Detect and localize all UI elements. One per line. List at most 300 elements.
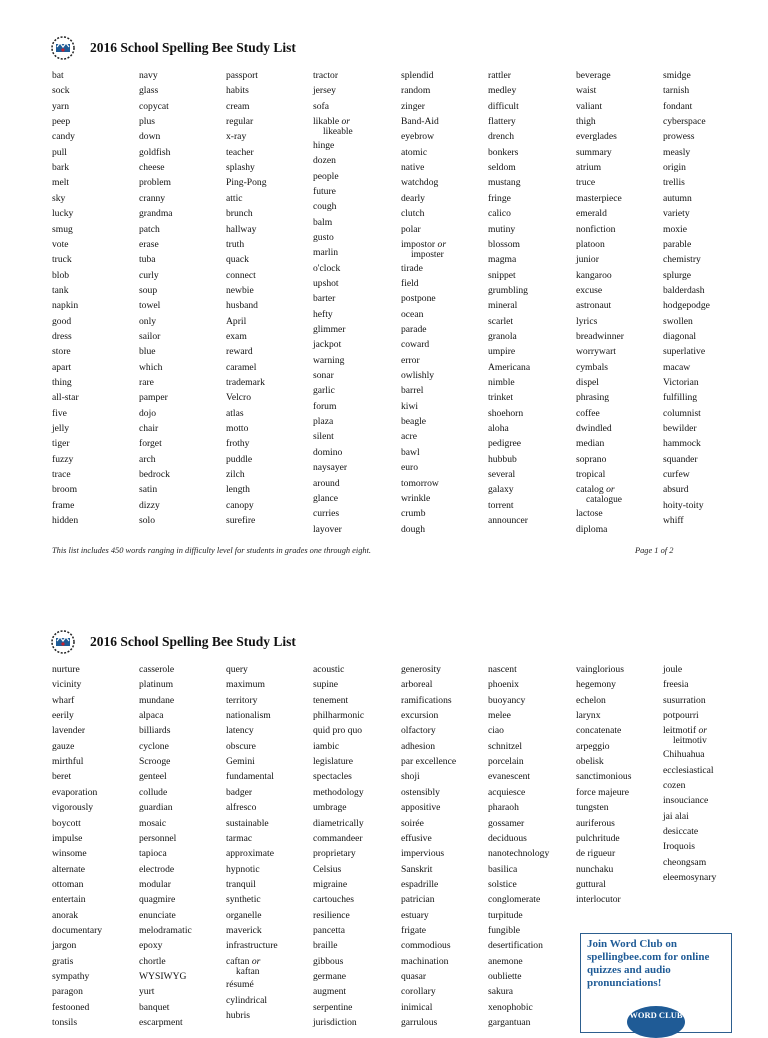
list-word: beverage [576, 70, 611, 81]
list-word: curly [139, 269, 159, 281]
list-word: tomorrow [401, 477, 439, 489]
list-word: teacher [226, 146, 254, 158]
list-word: proprietary [313, 848, 356, 860]
list-word: cyclone [139, 740, 169, 752]
list-word: solstice [488, 878, 517, 890]
list-word: euro [401, 462, 419, 474]
list-word: smidge [663, 70, 691, 81]
list-word: cheese [139, 162, 165, 174]
list-word: cylindrical [226, 994, 268, 1006]
list-word: autumn [663, 192, 692, 204]
list-word: lavender [52, 725, 86, 737]
list-word: mustang [488, 177, 521, 189]
list-word: potpourri [663, 710, 699, 722]
list-word: cyberspace [663, 116, 706, 128]
list-word: Ping-Pong [226, 177, 267, 189]
list-word: astronaut [576, 300, 612, 312]
list-word: variety [663, 208, 690, 220]
list-word: buoyancy [488, 694, 526, 706]
list-word: polar [401, 223, 421, 235]
list-word: territory [226, 694, 258, 706]
list-word: hubbub [488, 453, 517, 465]
list-word: truth [226, 238, 245, 250]
list-word: diametrically [313, 817, 364, 829]
list-word: anorak [52, 909, 79, 921]
list-word: pancetta [313, 924, 345, 936]
list-word: future [313, 185, 336, 197]
list-word: dispel [576, 377, 599, 388]
list-word: machination [401, 955, 449, 967]
word-alternate: kaftan [236, 966, 260, 977]
list-word: glass [139, 85, 159, 97]
list-word: interlocutor [576, 894, 621, 906]
list-word: blue [139, 346, 156, 358]
list-word: vicinity [52, 679, 82, 691]
list-word: diagonal [663, 330, 697, 342]
list-word: cozen [663, 779, 686, 791]
list-word: soprano [576, 453, 607, 465]
list-word: towel [139, 300, 161, 312]
list-word: turpitude [488, 909, 523, 921]
list-word: caramel [226, 361, 257, 373]
list-word: alpaca [139, 710, 164, 722]
list-word: medley [488, 85, 517, 97]
list-word: guardian [139, 802, 173, 814]
list-word: native [401, 162, 425, 174]
list-word: nunchaku [576, 863, 614, 875]
list-word: nonfiction [576, 223, 616, 235]
list-word: mirthful [52, 756, 84, 768]
list-word: field [401, 277, 419, 289]
list-word: trace [52, 469, 71, 481]
list-word: junior [576, 254, 599, 266]
list-word: ottoman [52, 878, 84, 890]
list-word: tuba [139, 254, 156, 266]
list-word: dough [401, 523, 425, 535]
list-word: April [226, 315, 247, 327]
list-word: tonsils [52, 1017, 78, 1029]
list-word: Sanskrit [401, 863, 433, 875]
list-word: mutiny [488, 223, 516, 235]
list-word: nascent [488, 664, 517, 675]
list-word: newbie [226, 284, 254, 296]
list-word: good [52, 315, 72, 327]
list-word: bark [52, 162, 70, 174]
list-word: jackpot [313, 339, 342, 351]
list-word: hallway [226, 223, 257, 235]
list-word: husband [226, 300, 258, 312]
list-word: appositive [401, 802, 441, 814]
list-word: bewilder [663, 423, 697, 435]
list-word: ciao [488, 725, 504, 737]
list-word: sanctimonious [576, 771, 632, 783]
list-word: sympathy [52, 971, 90, 982]
list-word: o'clock [313, 262, 341, 274]
list-word: warning [313, 354, 345, 366]
list-word: pharaoh [488, 802, 519, 814]
list-word: alternate [52, 863, 86, 875]
list-word: calico [488, 208, 511, 220]
bee-logo-icon [50, 35, 76, 61]
list-word: infrastructure [226, 940, 278, 952]
list-word: chortle [139, 955, 166, 967]
list-word: announcer [488, 515, 528, 527]
list-word: canopy [226, 499, 254, 511]
list-word: latency [226, 725, 254, 737]
list-word: cymbals [576, 361, 608, 373]
list-word: melodramatic [139, 924, 192, 936]
list-word: ocean [401, 308, 424, 320]
word-primary: impostor [401, 238, 436, 250]
list-word: brunch [226, 208, 253, 220]
list-word: median [576, 438, 605, 450]
list-word: umpire [488, 346, 516, 358]
list-word: domino [313, 446, 343, 458]
list-word: splashy [226, 162, 255, 174]
list-word: cream [226, 100, 250, 112]
list-word: balm [313, 216, 333, 228]
word-or: or [339, 116, 351, 128]
list-word: chemistry [663, 254, 701, 266]
list-word: concatenate [576, 725, 622, 737]
list-word: wrinkle [401, 492, 431, 504]
list-word: resilience [313, 909, 350, 921]
list-word: cranny [139, 192, 166, 204]
list-word: maverick [226, 924, 262, 936]
list-word: peep [52, 116, 71, 128]
list-word: owlishly [401, 370, 435, 382]
list-word: quid pro quo [313, 725, 363, 737]
word-primary: likable [313, 116, 340, 128]
list-word: thing [52, 377, 72, 388]
list-word: flattery [488, 116, 516, 128]
list-word: tapioca [139, 848, 167, 860]
list-word: error [401, 354, 420, 366]
list-word: tungsten [576, 802, 609, 814]
list-word: eerily [52, 710, 74, 722]
list-word: phoenix [488, 679, 519, 691]
list-word: snippet [488, 269, 516, 281]
list-word [313, 116, 353, 138]
list-word: absurd [663, 484, 689, 496]
list-word: umbrage [313, 802, 347, 814]
list-word: superlative [663, 346, 706, 358]
list-word: jurisdiction [313, 1017, 357, 1029]
list-word: Gemini [226, 756, 255, 768]
bee-logo-icon [50, 629, 76, 655]
list-word: cough [313, 201, 337, 213]
list-word: garrulous [401, 1017, 438, 1029]
list-word: boycott [52, 817, 81, 829]
list-word: hegemony [576, 679, 616, 691]
list-word: measly [663, 146, 691, 158]
list-word: query [226, 664, 248, 675]
list-word: Celsius [313, 863, 342, 875]
list-word: basilica [488, 863, 518, 875]
list-word: hammock [663, 438, 701, 450]
list-word: gargantuan [488, 1017, 531, 1029]
list-word: nationalism [226, 710, 271, 722]
list-word: frigate [401, 924, 427, 936]
list-word: galaxy [488, 484, 514, 496]
list-word: pedigree [488, 438, 522, 450]
list-word: tenement [313, 694, 349, 706]
list-word: evaporation [52, 786, 98, 798]
list-word: arpeggio [576, 740, 610, 752]
list-word: paragon [52, 986, 83, 998]
list-word: platinum [139, 679, 174, 691]
list-word: solo [139, 515, 155, 527]
list-word: melt [52, 177, 70, 189]
list-word: silent [313, 431, 334, 443]
list-word: aloha [488, 423, 509, 435]
list-word [401, 239, 446, 261]
list-word: waist [576, 85, 597, 97]
list-word: mosaic [139, 817, 167, 829]
list-word: lactose [576, 508, 603, 520]
list-word: cartouches [313, 894, 355, 906]
list-word: origin [663, 162, 686, 174]
word-alternate: catalogue [586, 495, 622, 506]
list-word: columnist [663, 407, 701, 419]
list-word: germane [313, 971, 347, 982]
list-word: passport [226, 70, 258, 81]
list-word: ecclesiastical [663, 764, 714, 776]
list-word: iambic [313, 740, 340, 752]
list-word: fundamental [226, 771, 274, 783]
word-alternate: likeable [323, 127, 353, 138]
list-word: obscure [226, 740, 256, 752]
list-word: arch [139, 453, 156, 465]
list-word: insouciance [663, 795, 709, 807]
list-word: jargon [52, 940, 77, 952]
list-word: parade [401, 324, 427, 336]
list-word: approximate [226, 848, 274, 860]
word-or: or [603, 484, 615, 496]
list-word: exam [226, 330, 247, 342]
list-word: de rigueur [576, 848, 616, 860]
list-word: glimmer [313, 324, 346, 336]
list-word: par excellence [401, 756, 457, 768]
list-word: tank [52, 284, 69, 296]
list-word: espadrille [401, 878, 439, 890]
list-word: hoity-toity [663, 499, 704, 511]
list-word: pamper [139, 392, 168, 404]
list-word: acoustic [313, 664, 345, 675]
page-number: Page 1 of 2 [635, 546, 674, 555]
list-word: joule [663, 664, 683, 675]
list-word: puddle [226, 453, 253, 465]
list-word [663, 725, 707, 747]
list-word: gauze [52, 740, 75, 752]
list-word: zilch [226, 469, 245, 481]
list-word: curries [313, 508, 340, 520]
list-word: shoehorn [488, 407, 524, 419]
list-word: mundane [139, 694, 175, 706]
list-word: hodgepodge [663, 300, 710, 312]
list-word: dozen [313, 155, 336, 167]
list-word: evanescent [488, 771, 531, 783]
list-word: quasar [401, 971, 427, 982]
list-word: random [401, 85, 431, 97]
list-word: migraine [313, 878, 348, 890]
list-word: fondant [663, 100, 693, 112]
word-club-badge: WORD CLUB [627, 1006, 685, 1038]
footer-note: This list includes 450 words ranging in difficulty level for students in grades one through eight. [52, 546, 372, 555]
list-word: bat [52, 70, 64, 81]
list-word: auriferous [576, 817, 615, 829]
list-word: clutch [401, 208, 425, 220]
list-word: connect [226, 269, 256, 281]
list-word: arboreal [401, 679, 433, 691]
list-word: braille [313, 940, 338, 952]
list-word: nimble [488, 377, 515, 388]
list-word: hidden [52, 515, 79, 527]
list-word: blossom [488, 238, 520, 250]
list-word: yurt [139, 986, 155, 998]
list-word: atomic [401, 146, 428, 158]
list-word: lucky [52, 208, 74, 220]
list-word: erase [139, 238, 159, 250]
list-word: only [139, 315, 157, 327]
list-word: marlin [313, 247, 339, 259]
list-word: quagmire [139, 894, 176, 906]
list-word: kiwi [401, 400, 419, 412]
list-word: sustainable [226, 817, 269, 829]
list-word: enunciate [139, 909, 176, 921]
list-word: x-ray [226, 131, 247, 143]
list-word: anemone [488, 955, 523, 967]
list-word: excursion [401, 710, 439, 722]
list-word: melee [488, 710, 511, 722]
list-word: atrium [576, 162, 602, 174]
list-word: forum [313, 400, 337, 412]
word-club-promo[interactable] [580, 933, 732, 1033]
list-word: gusto [313, 231, 334, 243]
list-word: smug [52, 223, 73, 235]
list-word: macaw [663, 361, 691, 373]
list-word: patrician [401, 894, 435, 906]
list-word: several [488, 469, 516, 481]
list-word: worrywart [576, 346, 616, 358]
list-word: rare [139, 377, 154, 388]
list-word: epoxy [139, 940, 163, 952]
list-word: dress [52, 330, 72, 342]
list-word: lyrics [576, 315, 598, 327]
list-word: fulfilling [663, 392, 698, 404]
list-word: methodology [313, 786, 364, 798]
list-word: motto [226, 423, 249, 435]
word-or: or [696, 725, 707, 737]
list-word: frothy [226, 438, 250, 450]
list-word: whiff [663, 515, 684, 527]
list-word: plus [139, 116, 155, 128]
list-word: alfresco [226, 802, 257, 814]
list-word: tranquil [226, 878, 256, 890]
list-word: habits [226, 85, 249, 97]
list-word: watchdog [401, 177, 439, 189]
word-primary: leitmotif [663, 725, 697, 737]
list-word: commandeer [313, 832, 363, 844]
list-word: bonkers [488, 146, 519, 158]
page-title: 2016 School Spelling Bee Study List [90, 40, 296, 55]
list-word: hinge [313, 139, 335, 151]
list-word: glance [313, 492, 339, 504]
list-word: force majeure [576, 786, 629, 798]
list-word: gossamer [488, 817, 525, 829]
list-word: dwindled [576, 423, 612, 435]
list-word: dizzy [139, 499, 160, 511]
list-word: kangaroo [576, 269, 612, 281]
list-word: tropical [576, 469, 606, 481]
list-word: maximum [226, 679, 265, 691]
list-word: people [313, 170, 339, 182]
list-word: cheongsam [663, 856, 707, 868]
list-word: diploma [576, 523, 608, 535]
list-word: synthetic [226, 894, 261, 906]
list-word: which [139, 361, 163, 373]
list-word: patch [139, 223, 160, 235]
list-word: drench [488, 131, 515, 143]
word-alternate: leitmotiv [673, 736, 707, 747]
list-word: frame [52, 499, 75, 511]
page-title: 2016 School Spelling Bee Study List [90, 634, 296, 649]
list-word: bedrock [139, 469, 170, 481]
list-word: guttural [576, 878, 606, 890]
list-word: fuzzy [52, 453, 74, 465]
list-word: bawl [401, 446, 420, 458]
page-header [50, 630, 296, 654]
list-word: jersey [313, 85, 336, 97]
list-word: crumb [401, 508, 426, 520]
list-word: banquet [139, 1001, 170, 1013]
list-word: valiant [576, 100, 603, 112]
list-word: tirade [401, 262, 423, 274]
list-word: yarn [52, 100, 70, 112]
list-word: pulchritude [576, 832, 620, 844]
list-word: blob [52, 269, 70, 281]
list-word: problem [139, 177, 171, 189]
list-word: satin [139, 484, 158, 496]
list-word: gratis [52, 955, 74, 967]
list-word: store [52, 346, 71, 358]
list-word: grumbling [488, 284, 528, 296]
list-word: electrode [139, 863, 175, 875]
list-word: wharf [52, 694, 75, 706]
list-word: trellis [663, 177, 685, 189]
list-word: collude [139, 786, 168, 798]
list-word: vote [52, 238, 69, 250]
list-word: augment [313, 986, 347, 998]
list-word: Chihuahua [663, 749, 705, 761]
list-word: Band-Aid [401, 116, 439, 128]
list-word: sakura [488, 986, 514, 998]
list-word: tiger [52, 438, 70, 450]
list-word: fringe [488, 192, 511, 204]
list-word: around [313, 477, 340, 489]
list-word: Velcro [226, 392, 252, 404]
list-word: adhesion [401, 740, 436, 752]
list-word: documentary [52, 924, 103, 936]
list-word: regular [226, 116, 254, 128]
list-word: sonar [313, 370, 334, 382]
list-word: summary [576, 146, 612, 158]
list-word: balderdash [663, 284, 705, 296]
list-word: Iroquois [663, 841, 695, 853]
list-word: modular [139, 878, 171, 890]
list-word: moxie [663, 223, 687, 235]
list-word: genteel [139, 771, 167, 783]
